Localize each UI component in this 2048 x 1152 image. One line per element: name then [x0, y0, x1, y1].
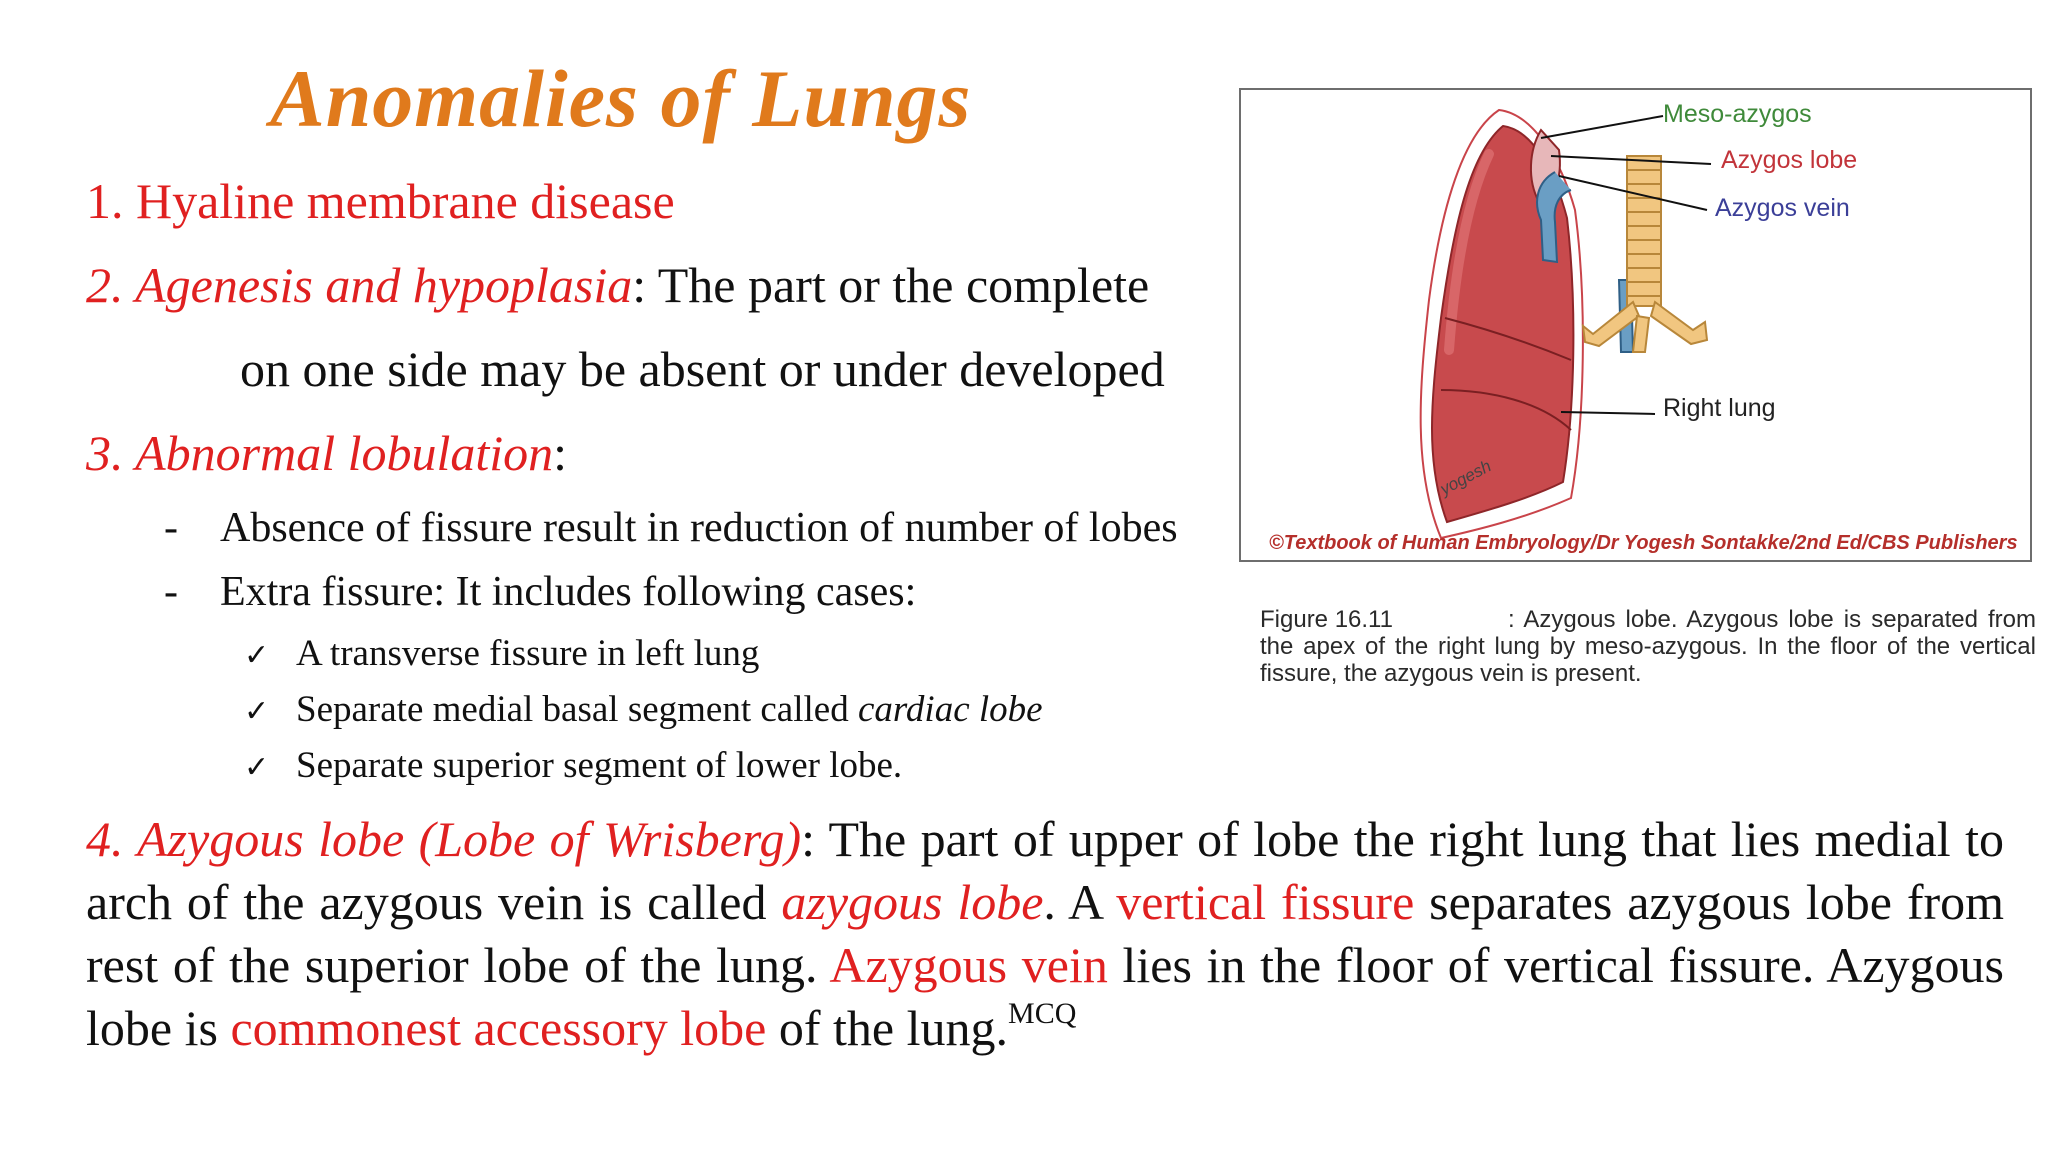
- check-item-cardiac-term: cardiac lobe: [857, 689, 1043, 730]
- paragraph-heading: 4. Azygous lobe (Lobe of Wrisberg): [86, 811, 802, 867]
- highlight-accessory-lobe: commonest accessory lobe: [230, 1000, 767, 1056]
- dash-bullet: -: [164, 505, 178, 551]
- figure-credit: ©Textbook of Human Embryology/Dr Yogesh Sontakke/2nd Ed/CBS Publishers: [1269, 532, 2018, 554]
- item-lobulation-sep: :: [553, 425, 568, 481]
- leader-meso: [1541, 116, 1663, 138]
- checkmark-icon: ✓: [244, 638, 270, 673]
- check-item-transverse: [244, 632, 759, 675]
- paragraph-text-5: of the lung.: [766, 1000, 1009, 1056]
- left-bronchus: [1651, 302, 1707, 344]
- item-lobulation: [86, 424, 567, 482]
- item-lobulation-heading: 3. Abnormal lobulation: [86, 425, 554, 481]
- label-right-lung: Right lung: [1663, 394, 1776, 422]
- item-agenesis-sep: :: [632, 257, 647, 313]
- figure-number: Figure 16.11: [1260, 606, 1393, 633]
- paragraph-text-4: lies in the floor of vertical fissure. Azygous lobe is: [86, 937, 2004, 1056]
- label-azygos-lobe: Azygos lobe: [1721, 146, 1858, 174]
- bronchus-stem: [1633, 316, 1649, 352]
- item-agenesis-cont: on one side may be absent or under developed: [240, 341, 1165, 397]
- azygos-lobe-figure: [1239, 88, 2032, 562]
- leader-right-lung: [1561, 412, 1655, 414]
- sub-item-absence: [164, 504, 1178, 552]
- mcq-marker: MCQ: [1008, 997, 1077, 1030]
- sub-item-absence-text: Absence of fissure result in reduction of number of lobes: [220, 505, 1178, 551]
- paragraph-text-1: : The part of upper of lobe the right lung that lies medial to arch of the azygous vein is called: [86, 811, 2004, 930]
- item-agenesis: [86, 256, 1149, 314]
- check-item-transverse-text: A transverse fissure in left lung: [296, 633, 760, 674]
- slide-title: Anomalies of Lungs: [270, 53, 972, 144]
- item-hyaline: 1. Hyaline membrane disease: [86, 173, 675, 229]
- sub-item-extra-text: Extra fissure: It includes following cases:: [220, 569, 917, 615]
- item-agenesis-text: The part or the complete: [646, 257, 1150, 313]
- check-item-superior: [244, 744, 902, 787]
- dash-bullet: -: [164, 569, 178, 615]
- check-item-cardiac: [244, 688, 1043, 731]
- check-item-superior-text: Separate superior segment of lower lobe.: [296, 745, 903, 786]
- highlight-vertical-fissure: vertical fissure: [1116, 874, 1415, 930]
- checkmark-icon: ✓: [244, 694, 270, 729]
- sub-item-extra: [164, 568, 916, 616]
- checkmark-icon: ✓: [244, 750, 270, 785]
- label-meso-azygos: Meso-azygos: [1663, 100, 1812, 128]
- highlight-azygous-vein: Azygous vein: [829, 937, 1108, 993]
- item-agenesis-heading: 2. Agenesis and hypoplasia: [86, 257, 633, 313]
- lung-illustration: [1241, 90, 2030, 560]
- figure-caption-text: : Azygous lobe. Azygous lobe is separated from the apex of the right lung by meso-azygous. In the floor of the vertical fissure, the azygous vein is present.: [1260, 606, 2036, 687]
- paragraph-text-2: . A: [1043, 874, 1117, 930]
- author-signature: yogesh: [1437, 456, 1495, 499]
- trachea: [1627, 156, 1661, 306]
- label-azygos-vein: Azygos vein: [1715, 194, 1850, 222]
- anomaly-list: [86, 170, 1234, 810]
- azygous-lobe-paragraph: [86, 808, 2004, 1060]
- highlight-azygous-lobe: azygous lobe: [781, 874, 1044, 930]
- check-item-cardiac-text: Separate medial basal segment called: [296, 689, 858, 730]
- figure-caption: [1260, 606, 2036, 687]
- paragraph-text-3: separates azygous lobe from rest of the superior lobe of the lung.: [86, 874, 2005, 993]
